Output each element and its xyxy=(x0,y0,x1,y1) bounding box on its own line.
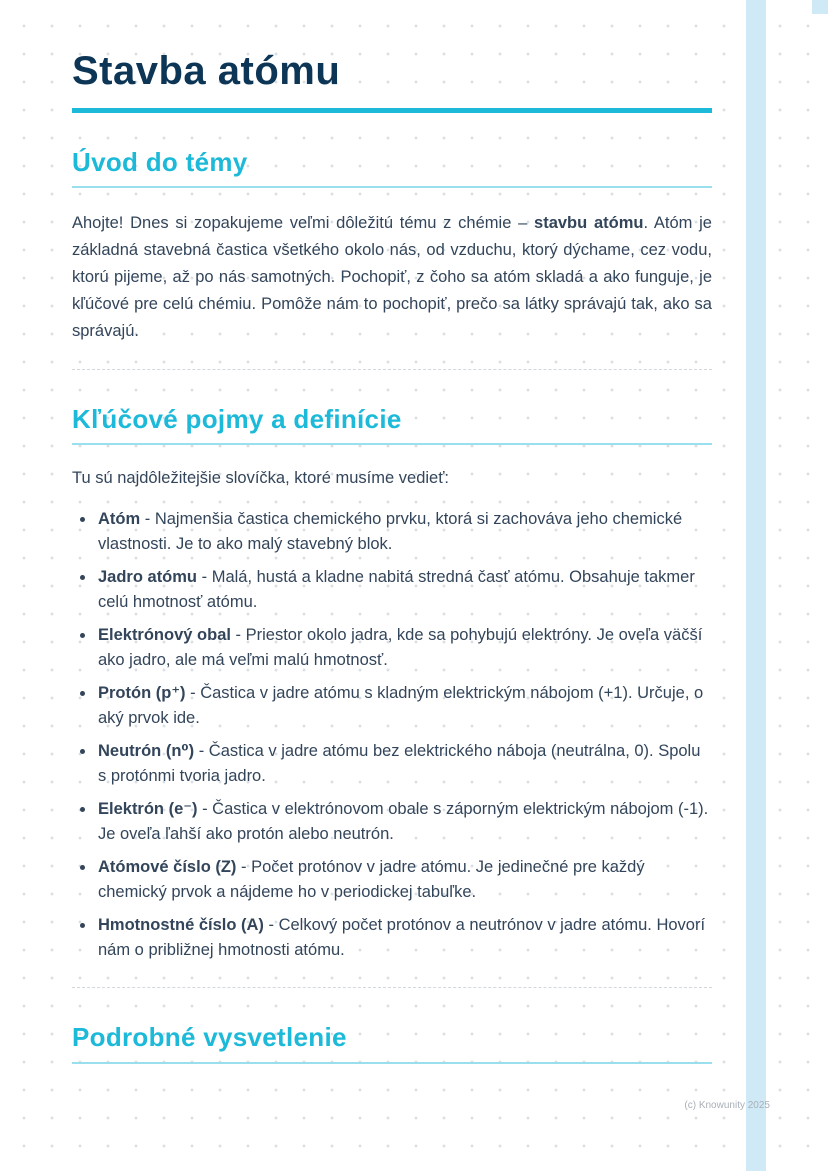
term-item-hmotnostne-cislo xyxy=(96,913,712,963)
term-desc: - Častica v jadre atómu s kladným elektrickým nábojom (+1). Určuje, o aký prvok ide. xyxy=(98,684,704,728)
section-intro xyxy=(72,147,712,345)
detail-heading-rule xyxy=(72,1062,712,1064)
term-desc: - Počet protónov v jadre atómu. Je jedinečné pre každý chemický prvok a nájdeme ho v periodickej tabuľke. xyxy=(98,858,645,902)
intro-paragraph xyxy=(72,210,712,345)
copyright-note: (c) Knowunity 2025 xyxy=(684,1100,770,1111)
title-rule xyxy=(72,108,712,113)
term-item-atom xyxy=(96,507,712,557)
detail-heading: Podrobné vysvetlenie xyxy=(72,1022,347,1053)
term-name: Jadro atómu xyxy=(98,568,198,587)
intro-text-bold: stavbu atómu xyxy=(534,214,644,233)
terms-heading: Kľúčové pojmy a definície xyxy=(72,404,402,435)
term-name: Atómové číslo (Z) xyxy=(98,858,237,877)
page-title: Stavba atómu xyxy=(72,49,341,93)
term-item-neutron xyxy=(96,739,712,789)
term-name: Atóm xyxy=(98,510,141,529)
term-list xyxy=(72,507,712,963)
intro-text-before: Ahojte! Dnes si zopakujeme veľmi dôležitú tému z chémie – xyxy=(72,214,535,233)
terms-heading-rule xyxy=(72,443,712,445)
document-content xyxy=(72,48,712,1064)
term-desc: - Častica v jadre atómu bez elektrického náboja (neutrálna, 0). Spolu s protónmi tvoria jadro. xyxy=(98,742,701,786)
term-name: Neutrón (n⁰) xyxy=(98,742,195,761)
term-item-jadro xyxy=(96,565,712,615)
term-name: Elektrón (e⁻) xyxy=(98,800,198,819)
term-desc: - Najmenšia častica chemického prvku, ktorá si zachováva jeho chemické vlastnosti. Je to ako malý stavebný blok. xyxy=(98,510,683,554)
term-item-obal xyxy=(96,623,712,673)
section-detail xyxy=(72,1022,712,1063)
term-desc: - Častica v elektrónovom obale s záporným elektrickým nábojom (-1). Je oveľa ľahší ako protón alebo neutrón. xyxy=(98,800,709,844)
terms-lead: Tu sú najdôležitejšie slovíčka, ktoré musíme vedieť: xyxy=(72,469,449,488)
intro-heading: Úvod do témy xyxy=(72,147,248,177)
page-edge-stripe xyxy=(746,0,766,1171)
intro-text-after: . Atóm je základná stavebná častica všetkého okolo nás, od vzduchu, ktorý dýchame, cez vodu, ktorú pijeme, až po nás samotných. Pochopiť, z čoho sa atóm skladá a ako funguje, je kľúčové pre celú chémiu. Pomôže nám to pochopiť, prečo sa látky správajú tak, ako sa správajú. xyxy=(72,214,712,341)
term-name: Hmotnostné číslo (A) xyxy=(98,916,264,935)
section-divider xyxy=(72,987,712,988)
section-terms xyxy=(72,404,712,963)
term-desc: - Priestor okolo jadra, kde sa pohybujú elektróny. Je oveľa väčší ako jadro, ale má veľmi malú hmotnosť. xyxy=(98,626,703,670)
term-desc: - Celkový počet protónov a neutrónov v jadre atómu. Hovorí nám o približnej hmotnosti atómu. xyxy=(98,916,706,960)
section-divider xyxy=(72,369,712,370)
page-corner-decoration xyxy=(812,0,828,14)
term-item-elektron xyxy=(96,797,712,847)
term-name: Protón (p⁺) xyxy=(98,684,186,703)
intro-heading-rule xyxy=(72,186,712,188)
term-item-atomove-cislo xyxy=(96,855,712,905)
term-desc: - Malá, hustá a kladne nabitá stredná časť atómu. Obsahuje takmer celú hmotnosť atómu. xyxy=(98,568,695,612)
term-name: Elektrónový obal xyxy=(98,626,231,645)
term-item-proton xyxy=(96,681,712,731)
